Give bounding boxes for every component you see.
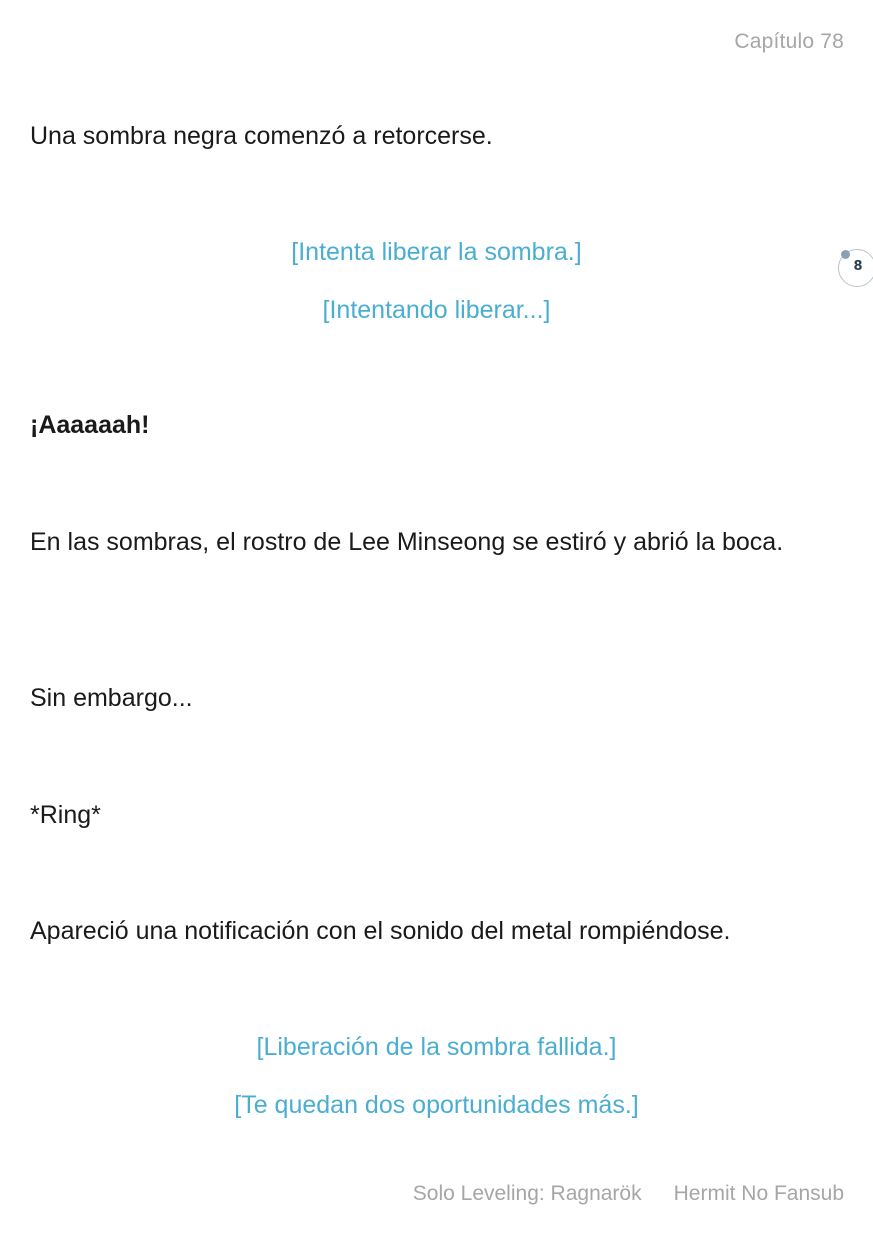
system-message-2: [Intentando liberar...] — [322, 296, 551, 324]
footer-novel-title: Solo Leveling: Ragnarök — [412, 1182, 642, 1205]
page-number: 8 — [853, 259, 863, 274]
paragraph-6: Apareció una notificación con el sonido del metal rompiéndose. — [30, 917, 731, 945]
system-message-3: [Liberación de la sombra fallida.] — [256, 1033, 617, 1061]
marker-dot-icon — [841, 250, 850, 259]
system-message-1: [Intenta liberar la sombra.] — [291, 238, 582, 266]
page-number-marker[interactable] — [838, 249, 873, 287]
footer-group-name: Hermit No Fansub — [673, 1182, 844, 1205]
paragraph-5: *Ring* — [30, 801, 101, 829]
paragraph-1: Una sombra negra comenzó a retorcerse. — [30, 122, 493, 150]
paragraph-2: ¡Aaaaaah! — [30, 411, 150, 439]
chapter-header: Capítulo 78 — [734, 30, 844, 53]
paragraph-3: En las sombras, el rostro de Lee Minseong se estiró y abrió la boca. — [30, 528, 784, 556]
system-message-4: [Te quedan dos oportunidades más.] — [234, 1091, 639, 1119]
page-footer — [413, 1182, 844, 1206]
paragraph-4: Sin embargo... — [30, 684, 193, 712]
